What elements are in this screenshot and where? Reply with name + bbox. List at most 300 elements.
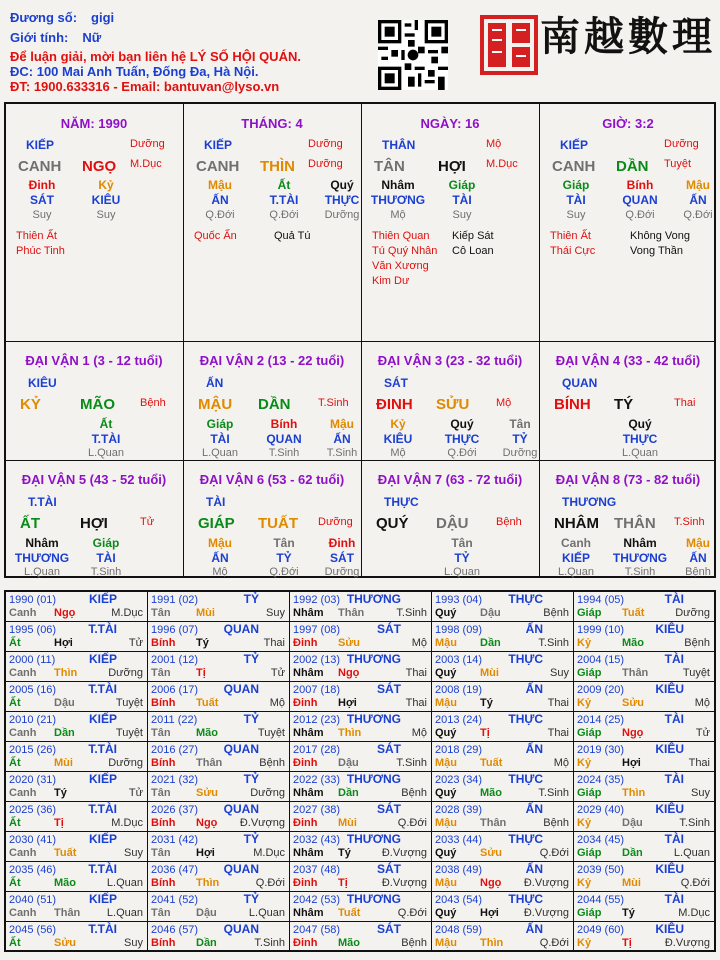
hidden-relation: T.TÀI (91, 432, 121, 446)
hidden-relation: TÀI (96, 551, 116, 565)
year-label: 2000 (11) (9, 654, 56, 666)
hidden-stem: Tân (273, 536, 295, 550)
dai-van-branch: MÃO (80, 396, 115, 413)
year-branch: Mão (338, 937, 360, 949)
year-relation: KIÊU (655, 622, 684, 636)
year-relation: ẤN (525, 742, 543, 756)
year-cell[interactable] (574, 922, 714, 950)
year-stem: Bính (151, 937, 176, 949)
year-relation: ẤN (525, 802, 543, 816)
year-branch: Dần (54, 727, 75, 739)
year-stage: Thai (547, 697, 569, 709)
year-label: 2033 (44) (435, 834, 483, 846)
owner-value: gigi (91, 10, 115, 25)
year-cell[interactable] (290, 892, 432, 922)
year-branch: Tị (480, 727, 490, 739)
pillar-branch: DẦN (616, 158, 649, 175)
year-cell[interactable] (148, 682, 290, 712)
year-cell[interactable] (148, 592, 290, 622)
year-branch: Dần (622, 847, 643, 859)
hidden-relation: T.TÀI (269, 193, 299, 207)
year-stage: Mộ (411, 637, 427, 649)
dai-van-title: ĐẠI VẬN 8 (73 - 82 tuổi) (555, 472, 701, 487)
pillar-relation-stage: Dưỡng (664, 138, 699, 150)
year-stage: Suy (266, 607, 285, 619)
year-relation: QUAN (223, 682, 259, 696)
dai-van-title: ĐẠI VẬN 2 (13 - 22 tuổi) (199, 353, 345, 368)
year-stage: M.Dục (678, 907, 710, 919)
owner-line (10, 10, 114, 26)
year-cell[interactable] (574, 802, 714, 832)
year-relation: KIẾP (88, 652, 117, 666)
year-cell[interactable] (290, 712, 432, 742)
year-cell[interactable] (290, 922, 432, 950)
year-cell[interactable] (432, 802, 574, 832)
year-branch: Thìn (54, 667, 78, 679)
year-label: 2047 (58) (293, 924, 341, 936)
year-cell[interactable] (6, 832, 148, 862)
hidden-stem: Giáp (448, 178, 476, 192)
year-branch: Mùi (196, 607, 215, 619)
year-cell[interactable] (574, 772, 714, 802)
year-label: 2038 (49) (435, 864, 483, 876)
year-stage: Bệnh (684, 637, 710, 649)
year-relation: THỰC (508, 892, 543, 906)
hidden-relation: ẤN (333, 432, 351, 446)
owner-label: Đương số: (10, 10, 78, 25)
year-stem: Mậu (435, 697, 457, 709)
star-left: Văn Xương (372, 260, 429, 272)
year-relation: KIÊU (655, 682, 684, 696)
year-relation: THỰC (508, 832, 543, 846)
year-relation: T.TÀI (88, 682, 117, 696)
year-label: 2009 (20) (577, 684, 625, 696)
year-branch: Mão (54, 877, 76, 889)
year-stage: Bệnh (259, 757, 285, 769)
year-cell[interactable] (432, 622, 574, 652)
year-cell[interactable] (432, 592, 574, 622)
year-branch: Ngọ (622, 727, 644, 739)
year-cell[interactable] (432, 892, 574, 922)
hidden-stem: Ất (99, 417, 113, 431)
year-branch: Thìn (480, 937, 504, 949)
qr-code-icon[interactable] (378, 20, 448, 90)
hidden-stage: T.Sinh (326, 447, 358, 459)
year-label: 2034 (45) (577, 834, 625, 846)
year-cell[interactable] (6, 652, 148, 682)
year-cell[interactable] (290, 802, 432, 832)
dai-van-cell[interactable] (362, 461, 540, 578)
year-stem: Bính (151, 817, 176, 829)
year-cell[interactable] (574, 712, 714, 742)
year-stage: L.Quan (106, 907, 143, 919)
year-relation: THƯƠNG (346, 892, 401, 906)
year-label: 2012 (23) (293, 714, 341, 726)
year-relation: KIẾP (88, 712, 117, 726)
year-stem: Ất (9, 877, 21, 889)
year-cell[interactable] (432, 652, 574, 682)
year-branch: Mùi (338, 817, 357, 829)
year-cell[interactable] (148, 922, 290, 950)
pillar-cell[interactable] (6, 104, 184, 342)
dai-van-cell[interactable] (540, 461, 716, 578)
chart-main-table (4, 102, 716, 578)
year-cell[interactable] (290, 742, 432, 772)
hidden-stage: L.Quan (23, 566, 61, 578)
pillar-relation: KIẾP (26, 138, 55, 152)
year-stage: Tuyệt (115, 727, 143, 739)
hidden-relation: SÁT (30, 193, 54, 207)
year-cell[interactable] (432, 682, 574, 712)
year-label: 2013 (24) (435, 714, 483, 726)
year-label: 2042 (53) (293, 894, 341, 906)
year-cell[interactable] (6, 892, 148, 922)
pillar-stem: CANH (18, 158, 62, 175)
year-branch: Sửu (480, 847, 503, 859)
year-label: 2011 (22) (151, 714, 198, 726)
year-branch: Hợi (54, 637, 73, 649)
year-stage: Đ.Vượng (381, 877, 427, 889)
year-stem: Đinh (293, 817, 318, 829)
hidden-stem: Mậu (208, 536, 232, 550)
year-cell[interactable] (574, 682, 714, 712)
year-branch: Tuất (480, 757, 503, 769)
dai-van-cell[interactable] (6, 461, 184, 578)
year-cell[interactable] (574, 622, 714, 652)
dai-van-stem: NHÂM (554, 515, 599, 532)
year-label: 2019 (30) (577, 744, 625, 756)
year-stem: Nhâm (293, 727, 324, 739)
year-stage: Đ.Vượng (523, 907, 569, 919)
year-stem: Canh (9, 787, 37, 799)
dai-van-branch: SỬU (436, 396, 470, 413)
dai-van-cell[interactable] (362, 342, 540, 461)
year-cell[interactable] (148, 802, 290, 832)
year-branch: Tị (338, 877, 348, 889)
year-label: 2045 (56) (9, 924, 57, 936)
year-cell[interactable] (432, 712, 574, 742)
year-cell[interactable] (574, 832, 714, 862)
year-label: 1997 (08) (293, 624, 341, 636)
hidden-stem: Quý (330, 178, 354, 192)
year-branch: Dậu (622, 817, 643, 829)
year-stem: Đinh (293, 877, 318, 889)
star-left: Thiên Quan (372, 230, 430, 242)
year-relation: TÀI (664, 892, 684, 906)
dai-van-stage: Bệnh (140, 397, 166, 409)
year-label: 1991 (02) (151, 594, 199, 606)
year-cell[interactable] (148, 862, 290, 892)
year-label: 2004 (15) (577, 654, 625, 666)
year-label: 2035 (46) (9, 864, 57, 876)
year-stem: Mậu (435, 817, 457, 829)
year-branch: Tý (54, 787, 67, 799)
year-stem: Nhâm (293, 787, 324, 799)
year-cell[interactable] (290, 682, 432, 712)
year-cell[interactable] (290, 832, 432, 862)
year-cell[interactable] (6, 772, 148, 802)
year-relation: KIÊU (655, 862, 684, 876)
year-stem: Bính (151, 637, 176, 649)
hidden-relation: THỰC (324, 193, 360, 207)
hidden-stem: Đinh (328, 536, 356, 550)
year-relation: T.TÀI (88, 802, 117, 816)
year-branch: Thân (54, 907, 81, 919)
year-cell[interactable] (290, 862, 432, 892)
year-relation: THƯƠNG (346, 712, 401, 726)
year-stage: Q.Đới (255, 877, 285, 889)
pillar-stage: Tuyệt (664, 158, 692, 170)
year-stage: Suy (550, 667, 569, 679)
hidden-relation: THỰC (444, 432, 480, 446)
hidden-stem: Mậu (686, 536, 710, 550)
year-cell[interactable] (6, 862, 148, 892)
hidden-stem: Nhâm (381, 178, 415, 192)
year-branch: Hợi (622, 757, 641, 769)
year-relation: KIÊU (655, 802, 684, 816)
year-stage: Đ.Vượng (523, 877, 569, 889)
year-cell[interactable] (290, 652, 432, 682)
year-cell[interactable] (432, 772, 574, 802)
year-branch: Tuất (54, 847, 77, 859)
year-relation: THỰC (508, 712, 543, 726)
year-stage: M.Dục (111, 607, 143, 619)
year-branch: Sửu (196, 787, 219, 799)
year-stage: Mộ (411, 727, 427, 739)
year-stem: Tân (151, 907, 171, 919)
dai-van-branch: THÂN (614, 515, 656, 532)
year-cell[interactable] (148, 742, 290, 772)
dai-van-title: ĐẠI VẬN 5 (43 - 52 tuổi) (21, 472, 167, 487)
year-branch: Tuất (338, 907, 361, 919)
year-stem: Kỷ (577, 817, 592, 829)
year-relation: SÁT (377, 622, 401, 636)
year-stage: Bệnh (401, 937, 427, 949)
year-label: 2007 (18) (293, 684, 341, 696)
pillar-title: NGÀY: 16 (420, 116, 480, 131)
year-relation: THỰC (508, 592, 543, 606)
year-stem: Quý (435, 727, 457, 739)
year-relation: ẤN (525, 922, 543, 936)
year-branch: Dậu (196, 907, 217, 919)
year-label: 1992 (03) (293, 594, 341, 606)
hidden-stage: Suy (566, 209, 586, 221)
year-relation: SÁT (377, 742, 401, 756)
hidden-stem: Đinh (28, 178, 56, 192)
hidden-relation: TỶ (454, 551, 470, 565)
year-cell[interactable] (574, 652, 714, 682)
year-relation: TỶ (243, 592, 259, 606)
year-cell[interactable] (6, 622, 148, 652)
year-stage: Thai (547, 727, 569, 739)
gender-line (10, 30, 101, 46)
year-cell[interactable] (148, 892, 290, 922)
dai-van-stem: ẤT (20, 515, 40, 532)
dai-van-stem: GIÁP (198, 515, 235, 532)
red-seal-logo (480, 15, 538, 75)
year-stem: Đinh (293, 697, 318, 709)
year-relation: TỶ (243, 652, 259, 666)
year-branch: Tý (622, 907, 635, 919)
year-branch: Sửu (54, 937, 77, 949)
year-stem: Mậu (435, 637, 457, 649)
dai-van-stage: Dưỡng (318, 516, 353, 528)
star-left: Thiên Ất (550, 230, 591, 242)
year-relation: THỰC (508, 772, 543, 786)
hidden-relation: KIẾP (561, 551, 591, 565)
year-cell[interactable] (290, 772, 432, 802)
year-branch: Thìn (196, 877, 220, 889)
year-stem: Nhâm (293, 607, 324, 619)
hidden-stage: Q.Đới (683, 209, 713, 221)
year-label: 2029 (40) (577, 804, 625, 816)
hidden-relation: TÀI (566, 193, 586, 207)
year-cell[interactable] (148, 652, 290, 682)
hidden-stage: L.Quan (443, 566, 481, 578)
year-cell[interactable] (6, 742, 148, 772)
hidden-stage: Suy (96, 209, 116, 221)
year-cell[interactable] (290, 622, 432, 652)
hidden-relation: ẤN (689, 193, 707, 207)
dai-van-branch: TUẤT (258, 515, 298, 532)
year-stem: Kỷ (577, 937, 592, 949)
year-cell[interactable] (432, 922, 574, 950)
year-cell[interactable] (290, 592, 432, 622)
star-left: Kim Dư (372, 275, 410, 287)
year-cell[interactable] (574, 742, 714, 772)
year-cell[interactable] (574, 592, 714, 622)
gender-value: Nữ (82, 30, 102, 45)
year-cell[interactable] (148, 622, 290, 652)
year-cell[interactable] (574, 862, 714, 892)
hidden-stage: Q.Đới (205, 209, 235, 221)
year-cell[interactable] (432, 832, 574, 862)
star-left: Thiên Ất (16, 230, 57, 242)
year-stage: Dưỡng (108, 757, 143, 769)
year-branch: Tị (54, 817, 64, 829)
year-stage: Bệnh (543, 607, 569, 619)
dai-van-cell[interactable] (184, 342, 362, 461)
star-left: Tú Quý Nhân (372, 245, 438, 257)
year-branch: Mão (622, 637, 644, 649)
year-stem: Quý (435, 787, 457, 799)
year-relation: SÁT (377, 682, 401, 696)
year-relation: QUAN (223, 742, 259, 756)
year-label: 2037 (48) (293, 864, 341, 876)
year-label: 2020 (31) (9, 774, 57, 786)
hidden-relation: ẤN (211, 193, 229, 207)
year-relation: ẤN (525, 682, 543, 696)
hidden-stem: Bính (626, 178, 654, 192)
hidden-relation: ẤN (211, 551, 229, 565)
year-label: 2041 (52) (151, 894, 199, 906)
year-cell[interactable] (6, 712, 148, 742)
hidden-stem: Mậu (686, 178, 710, 192)
pillar-cell[interactable] (540, 104, 716, 342)
year-stem: Kỷ (577, 757, 592, 769)
year-label: 2014 (25) (577, 714, 625, 726)
year-stem: Quý (435, 847, 457, 859)
year-label: 2048 (59) (435, 924, 483, 936)
dai-van-stage: Tử (140, 516, 155, 528)
dai-van-cell[interactable] (540, 342, 716, 461)
year-stage: Đ.Vượng (239, 817, 285, 829)
year-cell[interactable] (6, 802, 148, 832)
hidden-stage: Mộ (390, 209, 406, 221)
year-stem: Canh (9, 907, 37, 919)
star-right: Kiếp Sát (452, 230, 494, 242)
year-relation: T.TÀI (88, 742, 117, 756)
year-label: 1998 (09) (435, 624, 483, 636)
year-cell[interactable] (6, 592, 148, 622)
dai-van-cell[interactable] (184, 461, 362, 578)
hidden-stage: L.Quan (201, 447, 239, 459)
hidden-stage: Suy (452, 209, 472, 221)
pillar-cell[interactable] (184, 104, 362, 342)
year-cell[interactable] (432, 862, 574, 892)
year-label: 2027 (38) (293, 804, 341, 816)
year-cell[interactable] (6, 922, 148, 950)
year-stage: T.Sinh (254, 937, 285, 949)
pillar-stage: M.Dục (486, 158, 518, 170)
year-label: 2005 (16) (9, 684, 57, 696)
year-stage: M.Dục (111, 817, 143, 829)
dai-van-cell[interactable] (6, 342, 184, 461)
year-branch: Thân (480, 817, 507, 829)
year-stage: Bệnh (401, 787, 427, 799)
year-stem: Ất (9, 697, 21, 709)
year-cell[interactable] (6, 682, 148, 712)
year-stem: Ất (9, 757, 21, 769)
pillar-stem: CANH (196, 158, 240, 175)
phone-email-line[interactable]: ĐT: 1900.633316 - Email: bantuvan@lyso.vn (10, 79, 280, 94)
hidden-relation: THƯƠNG (370, 193, 426, 207)
hidden-stage: Q.Đới (447, 447, 477, 459)
hidden-relation: ẤN (689, 551, 707, 565)
year-label: 2030 (41) (9, 834, 57, 846)
hidden-stage: Suy (32, 209, 52, 221)
year-label: 1990 (01) (9, 594, 57, 606)
year-relation: KIẾP (88, 892, 117, 906)
year-stage: T.Sinh (679, 817, 710, 829)
star-right: Không Vong (630, 230, 690, 242)
year-cell[interactable] (574, 892, 714, 922)
year-stem: Tân (151, 607, 171, 619)
year-relation: THƯƠNG (346, 832, 401, 846)
year-cell[interactable] (148, 832, 290, 862)
pillar-cell[interactable] (362, 104, 540, 342)
year-branch: Thìn (622, 787, 646, 799)
year-stage: Q.Đới (539, 847, 569, 859)
year-label: 2036 (47) (151, 864, 199, 876)
year-branch: Tị (196, 667, 206, 679)
year-cell[interactable] (148, 712, 290, 742)
year-relation: SÁT (377, 862, 401, 876)
year-branch: Ngọ (54, 607, 76, 619)
pillar-title: NĂM: 1990 (60, 116, 128, 131)
year-relation: T.TÀI (88, 922, 117, 936)
year-stem: Giáp (577, 787, 602, 799)
year-cell[interactable] (432, 742, 574, 772)
year-stage: Suy (691, 787, 710, 799)
dai-van-title: ĐẠI VẬN 3 (23 - 32 tuổi) (377, 353, 523, 368)
year-stage: Tử (270, 667, 285, 679)
hidden-stem: Giáp (562, 178, 590, 192)
contact-line: Để luận giải, mời bạn liên hệ LÝ SỐ HỘI QUÁN. (10, 49, 301, 64)
year-cell[interactable] (148, 772, 290, 802)
hidden-stem: Quý (450, 417, 474, 431)
year-stem: Tân (151, 847, 171, 859)
